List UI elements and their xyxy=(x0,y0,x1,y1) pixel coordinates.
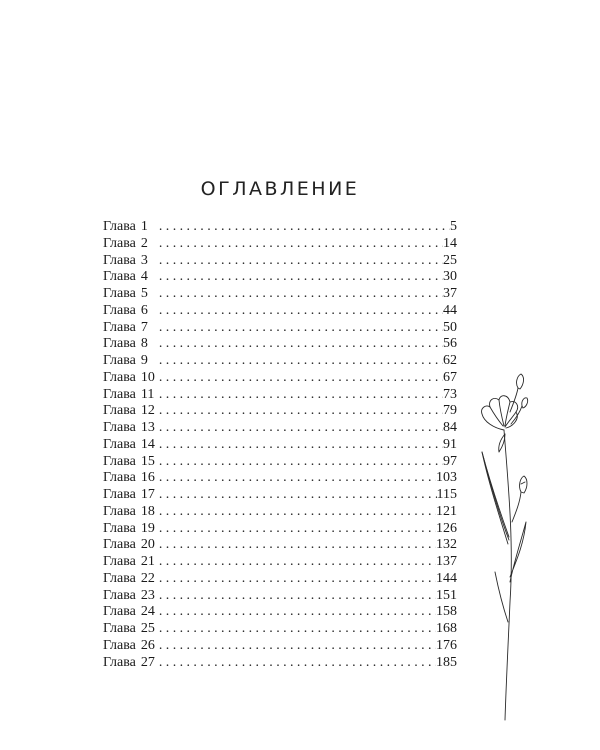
chapter-number: 8 xyxy=(140,336,148,352)
toc-entry xyxy=(103,487,457,504)
dot-leader xyxy=(155,655,436,672)
toc-entry xyxy=(103,504,457,521)
toc-title: ОГЛАВЛЕНИЕ xyxy=(200,178,360,200)
dot-leader xyxy=(155,370,443,387)
chapter-label: Глава xyxy=(103,353,136,368)
toc-entry xyxy=(103,470,457,487)
dot-leader xyxy=(155,504,436,521)
page-number: 5 xyxy=(450,219,457,234)
toc-entry xyxy=(103,219,457,236)
dot-leader xyxy=(155,537,436,554)
dot-leader xyxy=(155,420,443,437)
page-number: 79 xyxy=(443,403,457,419)
page-number: 132 xyxy=(436,537,457,553)
page-number: 176 xyxy=(436,637,457,653)
chapter-number: 20 xyxy=(140,537,155,553)
chapter-label: Глава xyxy=(103,235,136,251)
toc-entry xyxy=(103,286,457,303)
chapter-label: Глава xyxy=(103,604,136,620)
toc-entry xyxy=(103,655,457,672)
page-number: 126 xyxy=(436,520,457,536)
toc-list xyxy=(103,219,457,671)
chapter-number: 2 xyxy=(140,235,148,251)
chapter-number: 11 xyxy=(140,386,155,402)
dot-leader xyxy=(155,437,443,454)
dot-leader xyxy=(155,269,443,286)
dot-leader xyxy=(155,236,443,253)
page-number: 73 xyxy=(443,386,457,402)
dot-leader xyxy=(155,403,443,420)
dot-leader xyxy=(155,588,436,605)
page-number: 14 xyxy=(443,235,457,251)
dot-leader xyxy=(155,521,436,538)
toc-entry xyxy=(103,353,457,370)
toc-entry xyxy=(103,604,457,621)
chapter-label: Глава xyxy=(103,219,136,234)
chapter-number: 4 xyxy=(140,269,148,285)
chapter-number: 24 xyxy=(140,604,155,620)
toc-entry xyxy=(103,588,457,605)
page-number: 115 xyxy=(436,487,457,502)
chapter-number: 5 xyxy=(140,286,148,301)
dot-leader xyxy=(155,320,443,337)
page-number: 37 xyxy=(443,286,457,301)
dot-leader xyxy=(155,454,443,471)
chapter-number: 6 xyxy=(140,302,148,318)
toc-entry xyxy=(103,336,457,353)
chapter-label: Глава xyxy=(103,654,136,670)
chapter-number: 3 xyxy=(140,252,148,268)
dot-leader xyxy=(155,604,436,621)
chapter-number: 16 xyxy=(140,470,155,486)
page-number: 30 xyxy=(443,269,457,285)
toc-entry xyxy=(103,370,457,387)
chapter-number: 1 xyxy=(140,219,148,234)
page-number: 137 xyxy=(436,554,457,569)
page-number: 25 xyxy=(443,252,457,268)
page-number: 91 xyxy=(443,436,457,452)
toc-entry xyxy=(103,420,457,437)
toc-entry xyxy=(103,236,457,253)
chapter-number: 9 xyxy=(140,353,148,368)
page-number: 168 xyxy=(436,621,457,636)
chapter-label: Глава xyxy=(103,403,136,419)
chapter-number: 14 xyxy=(140,436,155,452)
dot-leader xyxy=(155,286,443,303)
chapter-number: 15 xyxy=(140,453,155,469)
chapter-label: Глава xyxy=(103,369,136,385)
dot-leader xyxy=(155,638,436,655)
chapter-label: Глава xyxy=(103,554,136,569)
dot-leader xyxy=(155,336,443,353)
flower-illustration-icon xyxy=(468,372,538,722)
chapter-number: 12 xyxy=(140,403,155,419)
chapter-label: Глава xyxy=(103,386,136,402)
page-number: 84 xyxy=(443,420,457,435)
dot-leader xyxy=(155,470,436,487)
chapter-number: 7 xyxy=(140,319,148,335)
chapter-label: Глава xyxy=(103,487,136,502)
page-number: 97 xyxy=(443,453,457,469)
dot-leader xyxy=(155,571,436,588)
page-number: 67 xyxy=(443,369,457,385)
page-number: 44 xyxy=(443,302,457,318)
toc-entry xyxy=(103,269,457,286)
chapter-number: 19 xyxy=(140,520,155,536)
chapter-label: Глава xyxy=(103,587,136,603)
chapter-label: Глава xyxy=(103,470,136,486)
page-number: 50 xyxy=(443,319,457,335)
page-number: 185 xyxy=(436,654,457,670)
chapter-label: Глава xyxy=(103,269,136,285)
toc-entry xyxy=(103,621,457,638)
page-number: 62 xyxy=(443,353,457,368)
dot-leader xyxy=(155,554,436,571)
toc-entry xyxy=(103,537,457,554)
chapter-label: Глава xyxy=(103,520,136,536)
toc-entry xyxy=(103,638,457,655)
toc-entry xyxy=(103,253,457,270)
chapter-label: Глава xyxy=(103,537,136,553)
page-number: 103 xyxy=(436,470,457,486)
page-number: 144 xyxy=(436,570,457,586)
chapter-number: 23 xyxy=(140,587,155,603)
chapter-label: Глава xyxy=(103,503,136,519)
page-number: 158 xyxy=(436,604,457,620)
page-number: 121 xyxy=(436,503,457,519)
dot-leader xyxy=(155,353,443,370)
chapter-label: Глава xyxy=(103,637,136,653)
page-number: 151 xyxy=(436,587,457,603)
dot-leader xyxy=(155,387,443,404)
toc-entry xyxy=(103,571,457,588)
toc-entry xyxy=(103,521,457,538)
dot-leader xyxy=(155,487,437,504)
chapter-label: Глава xyxy=(103,319,136,335)
page-number: 56 xyxy=(443,336,457,352)
chapter-label: Глава xyxy=(103,453,136,469)
chapter-number: 21 xyxy=(140,554,155,569)
chapter-label: Глава xyxy=(103,436,136,452)
toc-entry xyxy=(103,320,457,337)
chapter-number: 17 xyxy=(140,487,155,502)
dot-leader xyxy=(155,253,443,270)
toc-entry xyxy=(103,387,457,404)
chapter-number: 25 xyxy=(140,621,155,636)
chapter-label: Глава xyxy=(103,621,136,636)
dot-leader xyxy=(155,303,443,320)
toc-entry xyxy=(103,437,457,454)
dot-leader xyxy=(155,621,436,638)
dot-leader xyxy=(155,219,450,236)
chapter-label: Глава xyxy=(103,336,136,352)
chapter-number: 18 xyxy=(140,503,155,519)
chapter-number: 13 xyxy=(140,420,155,435)
toc-entry xyxy=(103,554,457,571)
chapter-label: Глава xyxy=(103,420,136,435)
chapter-label: Глава xyxy=(103,286,136,301)
toc-entry xyxy=(103,403,457,420)
chapter-label: Глава xyxy=(103,570,136,586)
chapter-number: 26 xyxy=(140,637,155,653)
toc-entry xyxy=(103,303,457,320)
toc-entry xyxy=(103,454,457,471)
chapter-label: Глава xyxy=(103,302,136,318)
chapter-number: 22 xyxy=(140,570,155,586)
chapter-number: 27 xyxy=(140,654,155,670)
chapter-label: Глава xyxy=(103,252,136,268)
chapter-number: 10 xyxy=(140,369,155,385)
